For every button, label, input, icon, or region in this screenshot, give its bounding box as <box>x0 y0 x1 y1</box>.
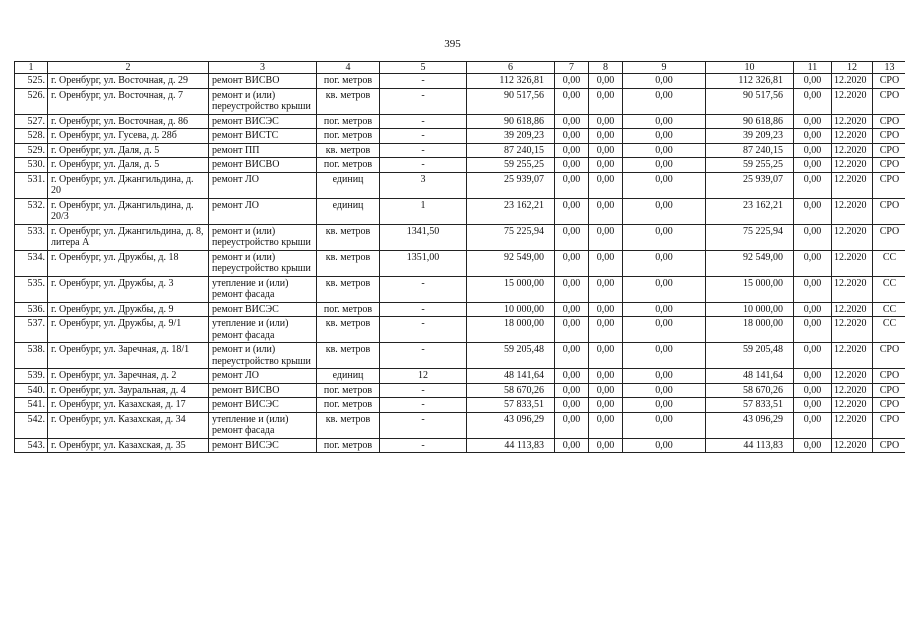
deadline-cell: 12.2020 <box>832 114 873 129</box>
work-type-cell: ремонт ВИСВО <box>209 383 317 398</box>
row-number-cell: 532. <box>15 198 48 224</box>
column-number-row <box>15 62 905 74</box>
total-cost-cell: 15 000,00 <box>467 276 555 302</box>
fund-support-cell: 0,00 <box>555 198 589 224</box>
owner-funds-cell: 25 939,07 <box>706 172 794 198</box>
address-cell: г. Оренбург, ул. Дружбы, д. 9/1 <box>48 317 209 343</box>
table-row <box>15 88 905 114</box>
row-number-cell: 527. <box>15 114 48 129</box>
total-cost-cell: 23 162,21 <box>467 198 555 224</box>
owner-funds-cell: 57 833,51 <box>706 398 794 413</box>
fund-support-cell: 0,00 <box>555 88 589 114</box>
fund-support-cell: 0,00 <box>555 250 589 276</box>
volume-cell: - <box>380 383 467 398</box>
other-funds-cell: 0,00 <box>794 224 832 250</box>
owner-funds-cell: 15 000,00 <box>706 276 794 302</box>
unit-cell: кв. метров <box>317 88 380 114</box>
total-cost-cell: 39 209,23 <box>467 129 555 144</box>
column-number: 4 <box>317 62 380 74</box>
work-type-cell: ремонт ВИСЭС <box>209 438 317 453</box>
owner-funds-cell: 87 240,15 <box>706 143 794 158</box>
method-cell: СРО <box>873 412 905 438</box>
deadline-cell: 12.2020 <box>832 250 873 276</box>
total-cost-cell: 92 549,00 <box>467 250 555 276</box>
deadline-cell: 12.2020 <box>832 398 873 413</box>
work-type-cell: ремонт ВИСЭС <box>209 114 317 129</box>
regional-support-cell: 0,00 <box>589 369 623 384</box>
volume-cell: - <box>380 129 467 144</box>
fund-support-cell: 0,00 <box>555 143 589 158</box>
method-cell: СС <box>873 250 905 276</box>
column-number: 9 <box>623 62 706 74</box>
other-funds-cell: 0,00 <box>794 88 832 114</box>
row-number-cell: 528. <box>15 129 48 144</box>
local-support-cell: 0,00 <box>623 369 706 384</box>
address-cell: г. Оренбург, ул. Дружбы, д. 3 <box>48 276 209 302</box>
owner-funds-cell: 10 000,00 <box>706 302 794 317</box>
address-cell: г. Оренбург, ул. Восточная, д. 86 <box>48 114 209 129</box>
row-number-cell: 525. <box>15 74 48 89</box>
unit-cell: пог. метров <box>317 398 380 413</box>
row-number-cell: 533. <box>15 224 48 250</box>
deadline-cell: 12.2020 <box>832 129 873 144</box>
fund-support-cell: 0,00 <box>555 383 589 398</box>
method-cell: СРО <box>873 172 905 198</box>
deadline-cell: 12.2020 <box>832 302 873 317</box>
table-body <box>15 62 905 453</box>
unit-cell: кв. метров <box>317 317 380 343</box>
work-type-cell: ремонт ВИСЭС <box>209 302 317 317</box>
fund-support-cell: 0,00 <box>555 276 589 302</box>
owner-funds-cell: 75 225,94 <box>706 224 794 250</box>
address-cell: г. Оренбург, ул. Заречная, д. 2 <box>48 369 209 384</box>
local-support-cell: 0,00 <box>623 302 706 317</box>
volume-cell: - <box>380 88 467 114</box>
method-cell: СРО <box>873 158 905 173</box>
owner-funds-cell: 90 517,56 <box>706 88 794 114</box>
method-cell: СРО <box>873 198 905 224</box>
work-type-cell: ремонт ЛО <box>209 198 317 224</box>
regional-support-cell: 0,00 <box>589 114 623 129</box>
address-cell: г. Оренбург, ул. Зауральная, д. 4 <box>48 383 209 398</box>
other-funds-cell: 0,00 <box>794 74 832 89</box>
work-type-cell: ремонт ВИСЭС <box>209 398 317 413</box>
method-cell: СРО <box>873 129 905 144</box>
regional-support-cell: 0,00 <box>589 438 623 453</box>
local-support-cell: 0,00 <box>623 143 706 158</box>
regional-support-cell: 0,00 <box>589 129 623 144</box>
local-support-cell: 0,00 <box>623 250 706 276</box>
local-support-cell: 0,00 <box>623 158 706 173</box>
unit-cell: кв. метров <box>317 143 380 158</box>
regional-support-cell: 0,00 <box>589 412 623 438</box>
regional-support-cell: 0,00 <box>589 74 623 89</box>
work-type-cell: ремонт ВИСВО <box>209 158 317 173</box>
column-number: 1 <box>15 62 48 74</box>
address-cell: г. Оренбург, ул. Дружбы, д. 9 <box>48 302 209 317</box>
other-funds-cell: 0,00 <box>794 383 832 398</box>
work-type-cell: ремонт ПП <box>209 143 317 158</box>
local-support-cell: 0,00 <box>623 88 706 114</box>
fund-support-cell: 0,00 <box>555 158 589 173</box>
regional-support-cell: 0,00 <box>589 317 623 343</box>
volume-cell: - <box>380 438 467 453</box>
unit-cell: пог. метров <box>317 158 380 173</box>
volume-cell: 3 <box>380 172 467 198</box>
other-funds-cell: 0,00 <box>794 412 832 438</box>
method-cell: СС <box>873 302 905 317</box>
deadline-cell: 12.2020 <box>832 343 873 369</box>
other-funds-cell: 0,00 <box>794 172 832 198</box>
regional-support-cell: 0,00 <box>589 343 623 369</box>
unit-cell: пог. метров <box>317 114 380 129</box>
unit-cell: единиц <box>317 369 380 384</box>
volume-cell: 12 <box>380 369 467 384</box>
column-number: 12 <box>832 62 873 74</box>
row-number-cell: 540. <box>15 383 48 398</box>
regional-support-cell: 0,00 <box>589 143 623 158</box>
volume-cell: - <box>380 317 467 343</box>
method-cell: СС <box>873 276 905 302</box>
owner-funds-cell: 92 549,00 <box>706 250 794 276</box>
column-number: 11 <box>794 62 832 74</box>
method-cell: СРО <box>873 369 905 384</box>
regional-support-cell: 0,00 <box>589 172 623 198</box>
column-number: 8 <box>589 62 623 74</box>
owner-funds-cell: 48 141,64 <box>706 369 794 384</box>
table-row <box>15 158 905 173</box>
volume-cell: - <box>380 74 467 89</box>
row-number-cell: 531. <box>15 172 48 198</box>
address-cell: г. Оренбург, ул. Казахская, д. 35 <box>48 438 209 453</box>
local-support-cell: 0,00 <box>623 129 706 144</box>
regional-support-cell: 0,00 <box>589 276 623 302</box>
other-funds-cell: 0,00 <box>794 438 832 453</box>
address-cell: г. Оренбург, ул. Джангильдина, д. 20 <box>48 172 209 198</box>
column-number: 3 <box>209 62 317 74</box>
table-row <box>15 383 905 398</box>
method-cell: СРО <box>873 383 905 398</box>
method-cell: СРО <box>873 343 905 369</box>
unit-cell: пог. метров <box>317 129 380 144</box>
owner-funds-cell: 44 113,83 <box>706 438 794 453</box>
unit-cell: единиц <box>317 198 380 224</box>
deadline-cell: 12.2020 <box>832 383 873 398</box>
total-cost-cell: 87 240,15 <box>467 143 555 158</box>
local-support-cell: 0,00 <box>623 317 706 343</box>
table-row <box>15 250 905 276</box>
table-row <box>15 317 905 343</box>
row-number-cell: 537. <box>15 317 48 343</box>
row-number-cell: 530. <box>15 158 48 173</box>
row-number-cell: 543. <box>15 438 48 453</box>
total-cost-cell: 57 833,51 <box>467 398 555 413</box>
row-number-cell: 542. <box>15 412 48 438</box>
deadline-cell: 12.2020 <box>832 143 873 158</box>
fund-support-cell: 0,00 <box>555 114 589 129</box>
address-cell: г. Оренбург, ул. Казахская, д. 17 <box>48 398 209 413</box>
deadline-cell: 12.2020 <box>832 438 873 453</box>
method-cell: СРО <box>873 438 905 453</box>
unit-cell: кв. метров <box>317 276 380 302</box>
work-type-cell: утепление и (или) ремонт фасада <box>209 276 317 302</box>
fund-support-cell: 0,00 <box>555 302 589 317</box>
volume-cell: - <box>380 143 467 158</box>
regional-support-cell: 0,00 <box>589 250 623 276</box>
work-type-cell: ремонт и (или) переустройство крыши <box>209 88 317 114</box>
fund-support-cell: 0,00 <box>555 74 589 89</box>
method-cell: СРО <box>873 74 905 89</box>
work-type-cell: ремонт ЛО <box>209 172 317 198</box>
column-number: 2 <box>48 62 209 74</box>
address-cell: г. Оренбург, ул. Гусева, д. 28б <box>48 129 209 144</box>
unit-cell: кв. метров <box>317 412 380 438</box>
volume-cell: - <box>380 412 467 438</box>
owner-funds-cell: 112 326,81 <box>706 74 794 89</box>
total-cost-cell: 10 000,00 <box>467 302 555 317</box>
unit-cell: пог. метров <box>317 383 380 398</box>
method-cell: СРО <box>873 114 905 129</box>
deadline-cell: 12.2020 <box>832 88 873 114</box>
deadline-cell: 12.2020 <box>832 158 873 173</box>
fund-support-cell: 0,00 <box>555 369 589 384</box>
other-funds-cell: 0,00 <box>794 250 832 276</box>
total-cost-cell: 59 255,25 <box>467 158 555 173</box>
unit-cell: кв. метров <box>317 250 380 276</box>
table-row <box>15 412 905 438</box>
volume-cell: - <box>380 158 467 173</box>
fund-support-cell: 0,00 <box>555 224 589 250</box>
total-cost-cell: 75 225,94 <box>467 224 555 250</box>
table-row <box>15 198 905 224</box>
address-cell: г. Оренбург, ул. Даля, д. 5 <box>48 143 209 158</box>
address-cell: г. Оренбург, ул. Джангильдина, д. 20/3 <box>48 198 209 224</box>
table-row <box>15 369 905 384</box>
other-funds-cell: 0,00 <box>794 158 832 173</box>
method-cell: СС <box>873 317 905 343</box>
column-number: 5 <box>380 62 467 74</box>
fund-support-cell: 0,00 <box>555 438 589 453</box>
regional-support-cell: 0,00 <box>589 224 623 250</box>
owner-funds-cell: 59 255,25 <box>706 158 794 173</box>
deadline-cell: 12.2020 <box>832 172 873 198</box>
table-row <box>15 302 905 317</box>
total-cost-cell: 43 096,29 <box>467 412 555 438</box>
other-funds-cell: 0,00 <box>794 343 832 369</box>
other-funds-cell: 0,00 <box>794 302 832 317</box>
local-support-cell: 0,00 <box>623 198 706 224</box>
column-number: 10 <box>706 62 794 74</box>
other-funds-cell: 0,00 <box>794 143 832 158</box>
work-type-cell: ремонт ВИСТС <box>209 129 317 144</box>
column-number: 6 <box>467 62 555 74</box>
capital-repair-table <box>14 61 905 453</box>
fund-support-cell: 0,00 <box>555 129 589 144</box>
total-cost-cell: 90 618,86 <box>467 114 555 129</box>
work-type-cell: ремонт и (или) переустройство крыши <box>209 343 317 369</box>
owner-funds-cell: 59 205,48 <box>706 343 794 369</box>
unit-cell: кв. метров <box>317 224 380 250</box>
table-row <box>15 276 905 302</box>
local-support-cell: 0,00 <box>623 412 706 438</box>
volume-cell: - <box>380 398 467 413</box>
work-type-cell: утепление и (или) ремонт фасада <box>209 317 317 343</box>
column-number: 13 <box>873 62 905 74</box>
volume-cell: - <box>380 302 467 317</box>
method-cell: СРО <box>873 224 905 250</box>
method-cell: СРО <box>873 143 905 158</box>
other-funds-cell: 0,00 <box>794 129 832 144</box>
address-cell: г. Оренбург, ул. Казахская, д. 34 <box>48 412 209 438</box>
table-row <box>15 114 905 129</box>
deadline-cell: 12.2020 <box>832 224 873 250</box>
unit-cell: единиц <box>317 172 380 198</box>
deadline-cell: 12.2020 <box>832 412 873 438</box>
deadline-cell: 12.2020 <box>832 369 873 384</box>
table-row <box>15 172 905 198</box>
work-type-cell: ремонт ВИСВО <box>209 74 317 89</box>
local-support-cell: 0,00 <box>623 172 706 198</box>
local-support-cell: 0,00 <box>623 224 706 250</box>
address-cell: г. Оренбург, ул. Восточная, д. 7 <box>48 88 209 114</box>
unit-cell: пог. метров <box>317 438 380 453</box>
regional-support-cell: 0,00 <box>589 302 623 317</box>
row-number-cell: 526. <box>15 88 48 114</box>
local-support-cell: 0,00 <box>623 276 706 302</box>
row-number-cell: 539. <box>15 369 48 384</box>
total-cost-cell: 48 141,64 <box>467 369 555 384</box>
volume-cell: - <box>380 114 467 129</box>
fund-support-cell: 0,00 <box>555 398 589 413</box>
column-number: 7 <box>555 62 589 74</box>
table-row <box>15 224 905 250</box>
row-number-cell: 535. <box>15 276 48 302</box>
row-number-cell: 534. <box>15 250 48 276</box>
method-cell: СРО <box>873 88 905 114</box>
fund-support-cell: 0,00 <box>555 343 589 369</box>
local-support-cell: 0,00 <box>623 438 706 453</box>
local-support-cell: 0,00 <box>623 398 706 413</box>
other-funds-cell: 0,00 <box>794 276 832 302</box>
volume-cell: 1341,50 <box>380 224 467 250</box>
local-support-cell: 0,00 <box>623 74 706 89</box>
fund-support-cell: 0,00 <box>555 172 589 198</box>
deadline-cell: 12.2020 <box>832 74 873 89</box>
table-row <box>15 74 905 89</box>
local-support-cell: 0,00 <box>623 343 706 369</box>
row-number-cell: 541. <box>15 398 48 413</box>
deadline-cell: 12.2020 <box>832 317 873 343</box>
owner-funds-cell: 23 162,21 <box>706 198 794 224</box>
address-cell: г. Оренбург, ул. Восточная, д. 29 <box>48 74 209 89</box>
volume-cell: - <box>380 343 467 369</box>
other-funds-cell: 0,00 <box>794 398 832 413</box>
regional-support-cell: 0,00 <box>589 383 623 398</box>
total-cost-cell: 25 939,07 <box>467 172 555 198</box>
work-type-cell: ремонт и (или) переустройство крыши <box>209 250 317 276</box>
row-number-cell: 529. <box>15 143 48 158</box>
regional-support-cell: 0,00 <box>589 88 623 114</box>
volume-cell: 1 <box>380 198 467 224</box>
other-funds-cell: 0,00 <box>794 369 832 384</box>
regional-support-cell: 0,00 <box>589 158 623 173</box>
address-cell: г. Оренбург, ул. Дружбы, д. 18 <box>48 250 209 276</box>
table-row <box>15 143 905 158</box>
total-cost-cell: 59 205,48 <box>467 343 555 369</box>
method-cell: СРО <box>873 398 905 413</box>
volume-cell: - <box>380 276 467 302</box>
total-cost-cell: 90 517,56 <box>467 88 555 114</box>
owner-funds-cell: 90 618,86 <box>706 114 794 129</box>
owner-funds-cell: 39 209,23 <box>706 129 794 144</box>
total-cost-cell: 112 326,81 <box>467 74 555 89</box>
deadline-cell: 12.2020 <box>832 276 873 302</box>
row-number-cell: 536. <box>15 302 48 317</box>
work-type-cell: утепление и (или) ремонт фасада <box>209 412 317 438</box>
owner-funds-cell: 58 670,26 <box>706 383 794 398</box>
row-number-cell: 538. <box>15 343 48 369</box>
page-number: 395 <box>444 38 461 50</box>
local-support-cell: 0,00 <box>623 114 706 129</box>
fund-support-cell: 0,00 <box>555 317 589 343</box>
address-cell: г. Оренбург, ул. Джангильдина, д. 8, литера А <box>48 224 209 250</box>
table-row <box>15 129 905 144</box>
owner-funds-cell: 43 096,29 <box>706 412 794 438</box>
address-cell: г. Оренбург, ул. Заречная, д. 18/1 <box>48 343 209 369</box>
total-cost-cell: 18 000,00 <box>467 317 555 343</box>
other-funds-cell: 0,00 <box>794 114 832 129</box>
work-type-cell: ремонт ЛО <box>209 369 317 384</box>
unit-cell: кв. метров <box>317 343 380 369</box>
table-row <box>15 343 905 369</box>
regional-support-cell: 0,00 <box>589 198 623 224</box>
total-cost-cell: 58 670,26 <box>467 383 555 398</box>
other-funds-cell: 0,00 <box>794 317 832 343</box>
deadline-cell: 12.2020 <box>832 198 873 224</box>
fund-support-cell: 0,00 <box>555 412 589 438</box>
unit-cell: пог. метров <box>317 74 380 89</box>
unit-cell: пог. метров <box>317 302 380 317</box>
table-row <box>15 438 905 453</box>
table-row <box>15 398 905 413</box>
volume-cell: 1351,00 <box>380 250 467 276</box>
other-funds-cell: 0,00 <box>794 198 832 224</box>
regional-support-cell: 0,00 <box>589 398 623 413</box>
work-type-cell: ремонт и (или) переустройство крыши <box>209 224 317 250</box>
owner-funds-cell: 18 000,00 <box>706 317 794 343</box>
total-cost-cell: 44 113,83 <box>467 438 555 453</box>
address-cell: г. Оренбург, ул. Даля, д. 5 <box>48 158 209 173</box>
local-support-cell: 0,00 <box>623 383 706 398</box>
